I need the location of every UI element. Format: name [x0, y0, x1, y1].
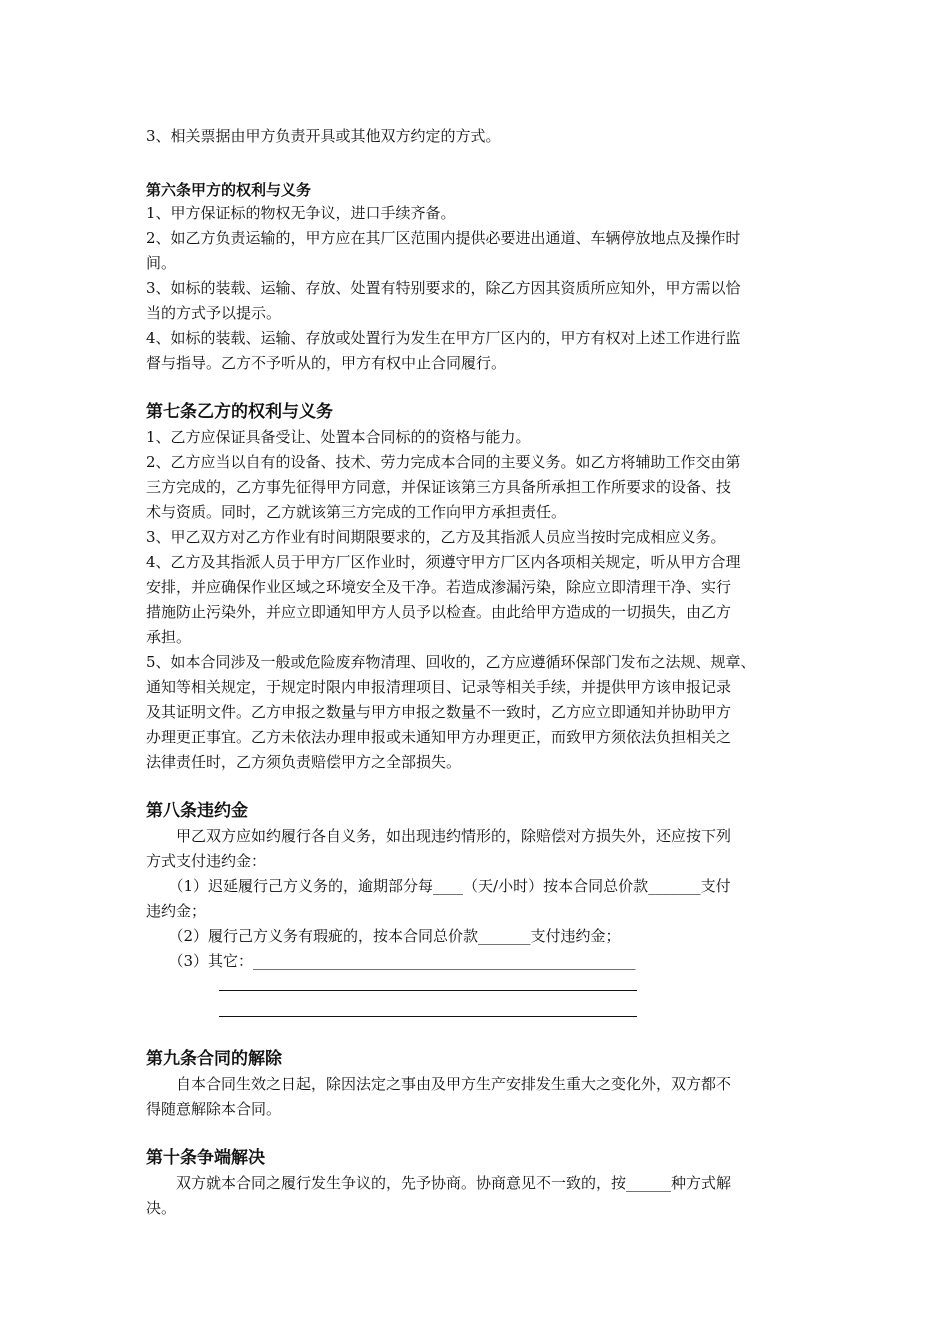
article-7-item-5-line-1: 5、如本合同涉及一般或危险废弃物清理、回收的，乙方应遵循环保部门发布之法规、规章、 [146, 653, 756, 671]
article-7-item-1: 1、乙方应保证具备受让、处置本合同标的的资格与能力。 [146, 428, 531, 446]
article-7-item-5-line-4: 办理更正事宜。乙方未依法办理申报或未通知甲方办理更正，而致甲方须依法负担相关之 [146, 728, 732, 746]
article-6-item-4-line-1: 4、如标的装载、运输、存放或处置行为发生在甲方厂区内的，甲方有权对上述工作进行监 [146, 329, 741, 347]
article-7-item-2-line-3: 术与资质。同时，乙方就该第三方完成的工作向甲方承担责任。 [146, 503, 567, 521]
article-10-line-1: 双方就本合同之履行发生争议的，先予协商。协商意见不一致的，按______种方式解 [146, 1174, 732, 1192]
article-8-item-1-line-2: 违约金； [146, 902, 207, 920]
article-7-item-2-line-1: 2、乙方应当以自有的设备、技术、劳力完成本合同的主要义务。如乙方将辅助工作交由第 [146, 453, 741, 471]
article-9-line-1: 自本合同生效之日起，除因法定之事由及甲方生产安排发生重大之变化外，双方都不 [146, 1075, 732, 1093]
article-6-item-3-line-2: 当的方式予以提示。 [146, 304, 282, 322]
fill-in-blank-line [219, 1016, 637, 1017]
article-6-item-1: 1、甲方保证标的物权无争议，进口手续齐备。 [146, 204, 456, 222]
article-7-item-4-line-2: 安排，并应确保作业区域之环境安全及干净。若造成渗漏污染，除应立即清理干净、实行 [146, 578, 732, 596]
article-10-line-2: 决。 [146, 1199, 177, 1217]
article-6-item-2-line-2: 间。 [146, 254, 177, 272]
article-8-heading: 第八条违约金 [146, 801, 248, 821]
article-6-item-4-line-2: 督与指导。乙方不予听从的，甲方有权中止合同履行。 [146, 354, 507, 372]
fill-in-blank-line [219, 990, 637, 991]
article-7-item-3: 3、甲乙双方对乙方作业有时间期限要求的，乙方及其指派人员应当按时完成相应义务。 [146, 528, 726, 546]
article-6-item-3-line-1: 3、如标的装载、运输、存放、处置有特别要求的，除乙方因其资质所应知外，甲方需以恰 [146, 279, 741, 297]
article-7-item-4-line-4: 承担。 [146, 628, 192, 646]
article-7-item-5-line-2: 通知等相关规定，于规定时限内申报清理项目、记录等相关手续，并提供甲方该申报记录 [146, 678, 732, 696]
article-8-item-1-line-1: （1）迟延履行己方义务的，逾期部分每____（天/小时）按本合同总价款_______支付 [146, 877, 731, 895]
article-7-item-5-line-3: 及其证明文件。乙方申报之数量与甲方申报之数量不一致时，乙方应立即通知并协助甲方 [146, 703, 732, 721]
article-10-heading: 第十条争端解决 [146, 1148, 265, 1168]
article-7-item-2-line-2: 三方完成的，乙方事先征得甲方同意，并保证该第三方具备所承担工作所要求的设备、技 [146, 478, 732, 496]
article-8-intro-line-2: 方式支付违约金： [146, 852, 267, 870]
article-9-line-2: 得随意解除本合同。 [146, 1100, 282, 1118]
clause-5-item-3: 3、相关票据由甲方负责开具或其他双方约定的方式。 [146, 127, 501, 145]
article-7-item-4-line-3: 措施防止污染外，并应立即通知甲方人员予以检查。由此给甲方造成的一切损失，由乙方 [146, 603, 732, 621]
article-7-item-4-line-1: 4、乙方及其指派人员于甲方厂区作业时，须遵守甲方厂区内各项相关规定，听从甲方合理 [146, 553, 741, 571]
article-9-heading: 第九条合同的解除 [146, 1049, 282, 1069]
article-7-item-5-line-5: 法律责任时，乙方须负责赔偿甲方之全部损失。 [146, 753, 462, 771]
article-7-heading: 第七条乙方的权利与义务 [146, 402, 333, 422]
article-8-item-3: （3）其它：___________________________________________________ [146, 952, 636, 970]
article-6-item-2-line-1: 2、如乙方负责运输的，甲方应在其厂区范围内提供必要进出通道、车辆停放地点及操作时 [146, 229, 741, 247]
article-8-item-2: （2）履行己方义务有瑕疵的，按本合同总价款_______支付违约金； [146, 927, 621, 945]
article-6-heading: 第六条甲方的权利与义务 [146, 181, 312, 199]
article-8-intro-line-1: 甲乙双方应如约履行各自义务，如出现违约情形的，除赔偿对方损失外，还应按下列 [146, 827, 732, 845]
